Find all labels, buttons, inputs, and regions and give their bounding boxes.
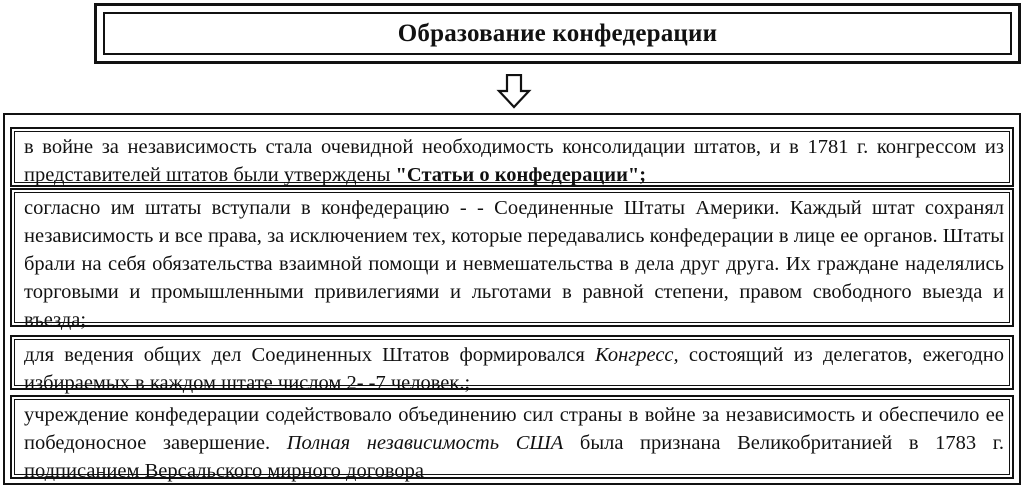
row1-text: в войне за независимость стала очевидной необходимость консолидации штатов, и в 1781 г. конгрессом из представителей штатов были утверждены	[24, 136, 1004, 186]
row4-text: учреждение конфедерации содействовало объединению сил страны в войне за независимость и обеспечило ее победоносное завершение.	[24, 404, 1004, 454]
title-box	[94, 3, 1021, 64]
row3-text: для ведения общих дел Соединенных Штатов формировался	[24, 344, 595, 366]
list-item	[10, 127, 1014, 187]
page-title: Образование конфедерации	[397, 19, 718, 47]
row4-italic-text: Полная независимость США	[286, 432, 564, 454]
list-item-text	[24, 401, 1004, 485]
row1-bold-text: "Статьи о конфедерации";	[395, 164, 647, 186]
list-item	[10, 335, 1014, 394]
content-frame	[3, 113, 1021, 485]
list-item	[10, 188, 1014, 331]
row2-text: согласно им штаты вступали в конфедерацию - - Соединенные Штаты Америки. Каждый штат сохранял независимость и все права, за исключением тех, которые передавались конфедерации в лице ее органов. Штаты брали на себя обязательства взаимной помощи и невмешательства в дела друг друга. Их граждане наделялись торговыми и промышленными привилегиями и льготами в равной степени, правом свободного выезда и въезда;	[24, 197, 1004, 331]
row4-text-after: была признана Великобританией в 1783 г. подписанием Версальского мирного договора	[24, 432, 1004, 482]
list-item	[10, 395, 1014, 482]
list-item-text	[24, 341, 1004, 397]
row3-text-after: состоящий из делегатов, ежегодно избираемых в каждом штате числом 2- -7 человек.;	[24, 344, 1005, 394]
down-arrow-icon	[496, 74, 532, 110]
row3-italic-text: Конгресс,	[595, 344, 679, 366]
list-item-text	[24, 133, 1004, 189]
title-inner-frame	[103, 12, 1012, 55]
